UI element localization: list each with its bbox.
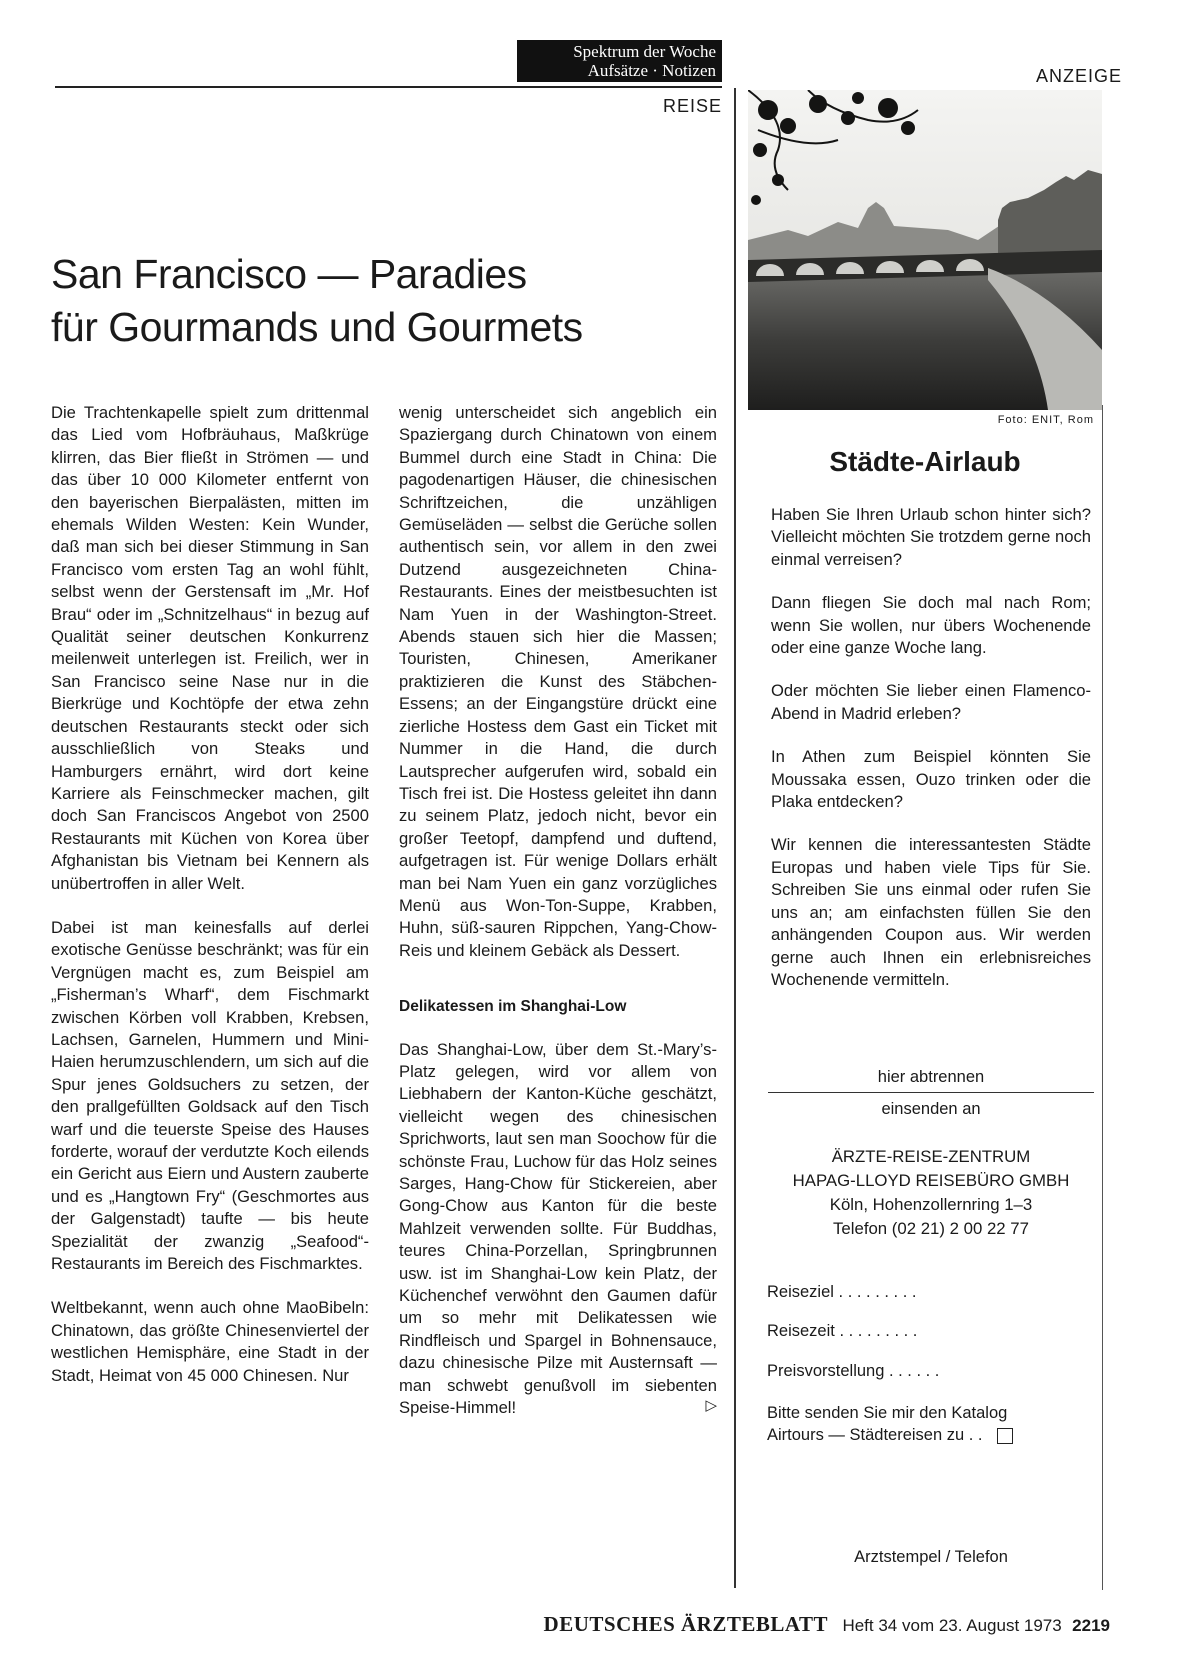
section-box xyxy=(517,40,722,82)
column-divider xyxy=(734,88,736,1588)
address-street: Köln, Hohenzollernring 1–3 xyxy=(829,1195,1033,1214)
article-paragraph: wenig unterscheidet sich angeblich ein Spaziergang durch Chinatown von einem Bummel durch eine Stadt in China: Die pagodenartigen Häuser, die chinesischen Schriftzeichen, die unzähligen Gemüseläden — selbst die Gerüche sollen authentisch sein, vor allem in den zwei Dutzend ausgezeichneten China-Restaurants. Eines der meistbesuchten ist Nam Yuen in der Washington-Street. Abends stauen sich hier die Massen; Touristen, Chinesen, Amerikaner praktizieren die Kunst des Stäbchen-Essens; an der Eingangstüre drückt eine zierliche Hostess dem Gast ein Ticket mit Nummer in die Hand, die durch Lautsprecher aufgerufen wird, sobald ein Tisch frei ist. Die Hostess geleitet ihn dann zu seinem Platz, jedoch nicht, bevor ein großer Teetopf, dampfend und duftend, aufgetragen ist. Für wenige Dollars erhält man bei Nam Yuen ein ganz vorzügliches Menü aus Won-Ton-Suppe, Krabben, Huhn, süß-sauren Rippchen, Yang-Chow-Reis und kleinem Gebäck als Dessert. xyxy=(399,403,717,960)
section-title: Spektrum der Woche xyxy=(573,42,716,61)
catalog-checkbox[interactable] xyxy=(997,1428,1013,1444)
price-field[interactable]: Preisvorstellung . . . . . . xyxy=(767,1362,940,1380)
send-to-label: einsenden an xyxy=(881,1100,981,1118)
destination-field[interactable]: Reiseziel . . . . . . . . . xyxy=(767,1283,917,1301)
journal-name: DEUTSCHES ÄRZTEBLATT xyxy=(543,1612,828,1636)
rome-bridge-photo xyxy=(748,90,1102,410)
catalog-request-text: Airtours — Städtereisen zu . . xyxy=(767,1426,983,1444)
cut-line-label: hier abtrennen xyxy=(877,1068,985,1086)
article-subheading: Delikatessen im Shanghai-Low xyxy=(399,998,627,1016)
page-number: 2219 xyxy=(1072,1616,1110,1635)
article-paragraph xyxy=(399,1039,717,1420)
address-company: HAPAG-LLOYD REISEBÜRO GMBH xyxy=(792,1171,1070,1190)
article-paragraph: Dabei ist man keinesfalls auf derlei exotische Genüsse beschränkt; was für ein Vergnügen macht es, zum Beispiel am „Fisherman’s Wharf“, dem Fischmarkt zwischen Körben voll Krabben, Krebsen, Lachsen, Garnelen, Hummern und Mini-Haien herumzuschlendern, um sich auf die Spur jenes Goldsuchers zu setzen, der den prallgefüllten Goldsack auf den Tisch warf und die teuerste Speise des Hauses forderte, worauf der verdutzte Koch eilends ein Gericht aus Eiern und Austern zauberte und es „Hangtown Fry“ (Geschmortes aus der Galgenstadt) taufte — bis heute Spezialität der zwanzig „Seafood“-Restaurants im Bereich des Fischmarktes. xyxy=(51,917,369,1274)
article-column-2 xyxy=(399,402,717,1419)
article-paragraph: Weltbekannt, wenn auch ohne MaoBibeln: Chinatown, das größte Chinesenviertel der westlichen Hemisphäre, eine Stadt in der Stadt, Heimat von 45 000 Chinesen. Nur xyxy=(51,1298,369,1385)
issue-info: Heft 34 vom 23. August 1973 xyxy=(842,1616,1062,1635)
coupon-address xyxy=(762,1145,1100,1241)
ad-photo xyxy=(748,90,1102,410)
article-headline xyxy=(51,248,701,354)
catalog-request-line-1: Bitte senden Sie mir den Katalog xyxy=(767,1404,1008,1422)
top-rule xyxy=(55,86,722,88)
article-column-1 xyxy=(51,402,369,1409)
ad-paragraph: Dann fliegen Sie doch mal nach Rom; wenn Sie wollen, nur übers Wochenende oder eine ganze Woche lang. xyxy=(771,593,1091,658)
continue-arrow-icon: ▷ xyxy=(705,1397,717,1415)
article-paragraph: Die Trachtenkapelle spielt zum drittenmal das Lied vom Hofbräuhaus, Maßkrüge klirren, das Bier fließt in Strömen — und das über 10 000 Kilometer entfernt von den bayerischen Bierpalästen, mitten im ehemals Wilden Westen: Kein Wunder, daß man sich bei dieser Stimmung in San Francisco vom ersten Tag an wohl fühlt, selbst wenn der Gerstensaft im „Mr. Hof Brau“ oder im „Schnitzelhaus“ in bezug auf Qualität seiner deutschen Konkurrenz meilenweit unterlegen ist. Freilich, wer in San Francisco seine Nase nur in die Bierkrüge und Kochtöpfe der etwa zehn deutschen Restaurants steckt oder sich ausschließlich von Steaks und Hamburgers ernährt, wird dort keine Karriere als Feinschmecker machen, gilt doch San Franciscos Angebot von 2500 Restaurants mit Küchen von Korea über Afghanistan bis Vietnam bei Kennern als unübertroffen in aller Welt. xyxy=(51,403,369,893)
address-org: ÄRZTE-REISE-ZENTRUM xyxy=(831,1147,1031,1166)
travel-time-field[interactable]: Reisezeit . . . . . . . . . xyxy=(767,1322,918,1340)
page-footer xyxy=(470,1612,1110,1637)
ad-paragraph: Wir kennen die interessantesten Städte Europas und haben viele Tips für Sie. Schreiben Sie uns einmal oder rufen Sie uns an; am einfachsten füllen Sie den anhängenden Coupon aus. Wir werden gerne auch Ihnen ein erlebnisreiches Wochenende vermitteln. xyxy=(771,835,1091,989)
doctor-stamp-label: Arztstempel / Telefon xyxy=(854,1548,1008,1566)
address-phone: Telefon (02 21) 2 00 22 77 xyxy=(833,1219,1029,1238)
section-subtitle: Aufsätze · Notizen xyxy=(587,61,716,80)
headline-line-1: San Francisco — Paradies xyxy=(51,251,527,297)
ad-paragraph: In Athen zum Beispiel könnten Sie Moussaka essen, Ouzo trinken oder die Plaka entdecken? xyxy=(771,747,1091,812)
ad-label: ANZEIGE xyxy=(1035,66,1122,86)
cut-line xyxy=(768,1092,1094,1093)
section-label: REISE xyxy=(662,96,722,116)
photo-credit: Foto: ENIT, Rom xyxy=(997,414,1094,426)
ad-paragraph: Haben Sie Ihren Urlaub schon hinter sich? Vielleicht möchten Sie trotzdem gerne noch einmal verreisen? xyxy=(771,505,1091,569)
ad-title: Städte-Airlaub xyxy=(829,446,1021,477)
ad-body xyxy=(771,504,1091,1012)
headline-line-2: für Gourmands und Gourmets xyxy=(51,304,583,350)
catalog-request-line-2 xyxy=(767,1424,1097,1446)
ad-paragraph: Oder möchten Sie lieber einen Flamenco-Abend in Madrid erleben? xyxy=(771,681,1091,723)
catalog-request xyxy=(767,1402,1097,1446)
article-paragraph-text: Das Shanghai-Low, über dem St.-Mary’s-Platz gelegen, wird vor allem von Liebhabern der Kanton-Küche geschätzt, vielleicht wegen des chinesischen Sprichworts, laut sen man Soochow für die schönste Frau, Luchow für das Holz seines Sarges, Hang-Chow für Stickereien, aber Gong-Chow aus Kanton für die beste Mahlzeit verwenden sollte. Für Buddhas, teures China-Porzellan, Springbrunnen usw. ist im Shanghai-Low kein Platz, der Küchenchef verwöhnt den Gaumen dafür um so mehr mit Delikatessen wie Rindfleisch und Spargel in Bohnensauce, dazu chinesische Pilze mit Austernsaft — man schwebt genußvoll im siebenten Speise-Himmel! xyxy=(399,1039,717,1418)
ad-border xyxy=(1102,405,1103,1590)
